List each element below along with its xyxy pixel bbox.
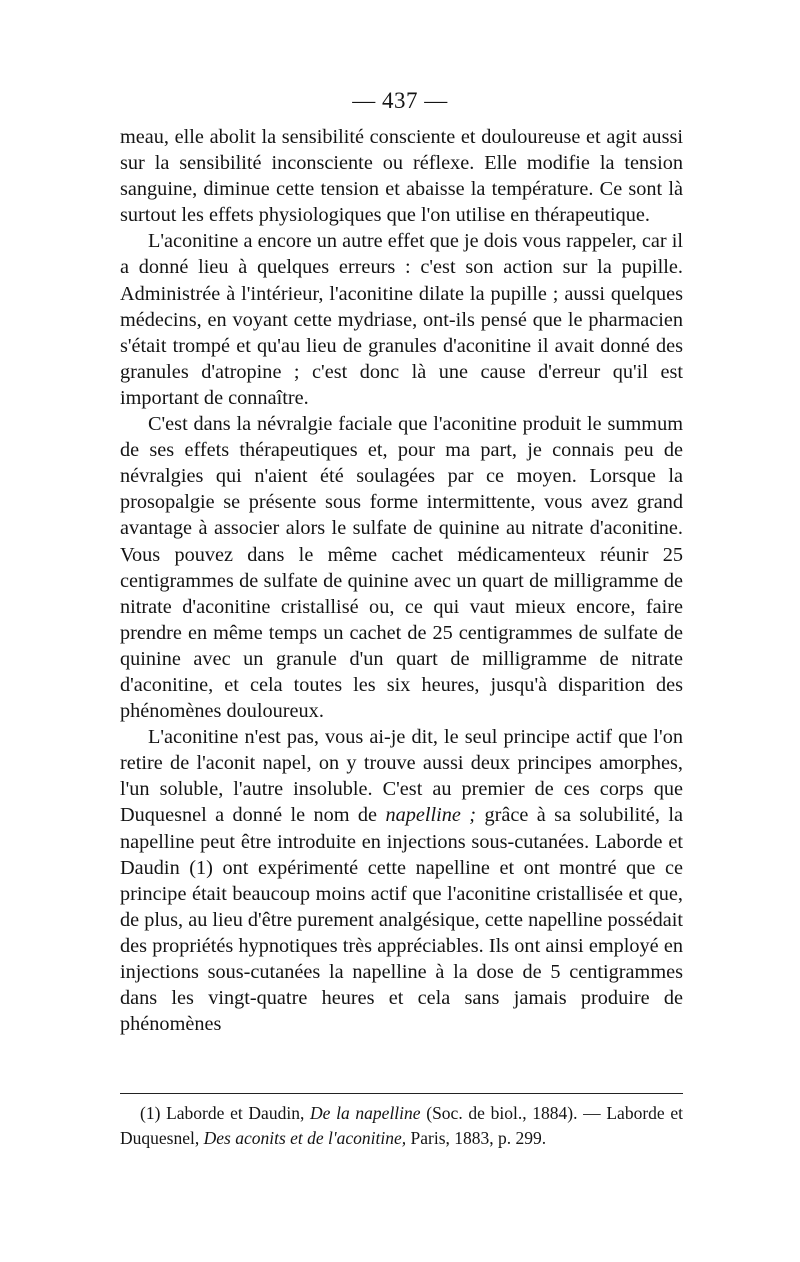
body-text xyxy=(120,124,683,1037)
paragraph-4 xyxy=(120,724,683,1037)
paragraph-4-text-b: grâce à sa solubilité, la napelline peut être introduite en injections sous-cutanées. Laborde et Daudin (1) ont expérimenté cette napelline et ont montré que ce principe était beaucoup moins actif que l'aconitine cristallisée et que, de plus, au lieu d'être purement analgésique, cette napelline possédait des propriétés hypnotiques très appréciables. Ils ont ainsi employé en injections sous-cutanées la napelline à la dose de 5 centigrammes dans les vingt-quatre heures et cela sans jamais produire de phénomènes xyxy=(120,804,683,1036)
footnote-divider xyxy=(120,1093,683,1094)
napelline-term: napelline ; xyxy=(385,804,477,827)
footnote-part-2: (Soc. de biol., 1884). — Laborde et Duquesnel, xyxy=(120,1103,683,1148)
paragraph-1: meau, elle abolit la sensibilité consciente et douloureuse et agit aussi sur la sensibilité inconsciente ou réflexe. Elle modifie la tension sanguine, diminue cette tension et abaisse la température. Ce sont là surtout les effets physiologiques que l'on utilise en thérapeutique. xyxy=(120,126,683,227)
footnote-title-1: De la napelline xyxy=(310,1103,421,1123)
footnote-part-1: (1) Laborde et Daudin, xyxy=(140,1103,311,1123)
page-number: — 437 — xyxy=(352,88,448,113)
footnote xyxy=(120,1101,683,1151)
footnote-title-2: Des aconits et de l'aconitine, xyxy=(203,1128,407,1148)
paragraph-4-text-a: L'aconitine n'est pas, vous ai-je dit, le seul principe actif que l'on retire de l'aconit napel, on y trouve aussi deux principes amorphes, l'un soluble, l'autre insoluble. C'est au premier de ces corps que Duquesnel a donné le nom de xyxy=(120,726,683,827)
paragraph-2: L'aconitine a encore un autre effet que je dois vous rappeler, car il a donné lieu à quelques erreurs : c'est son action sur la pupille. Administrée à l'intérieur, l'aconitine dilate la pupille ; aussi quelques médecins, en voyant cette mydriase, ont-ils pensé que le pharmacien s'était trompé et qu'au lieu de granules d'aconitine il avait donné des granules d'atropine ; c'est donc là une cause d'erreur qu'il est important de connaître. xyxy=(120,230,683,409)
paragraph-3: C'est dans la névralgie faciale que l'aconitine produit le summum de ses effets thérapeutiques et, pour ma part, je connais peu de névralgies qui n'aient été soulagées par ce moyen. Lorsque la prosopalgie se présente sous forme intermittente, vous avez grand avantage à associer alors le sulfate de quinine au nitrate d'aconitine. Vous pouvez dans le même cachet médicamenteux réunir 25 centigrammes de sulfate de quinine avec un quart de milligramme de nitrate d'aconitine cristallisé ou, ce qui vaut mieux encore, faire prendre en même temps un cachet de 25 centigrammes de sulfate de quinine avec un granule d'un quart de milligramme de nitrate d'aconitine, et cela toutes les six heures, jusqu'à disparition des phénomènes douloureux. xyxy=(120,413,683,723)
footnote-text xyxy=(120,1101,683,1151)
footnote-part-3: Paris, 1883, p. 299. xyxy=(406,1128,547,1148)
